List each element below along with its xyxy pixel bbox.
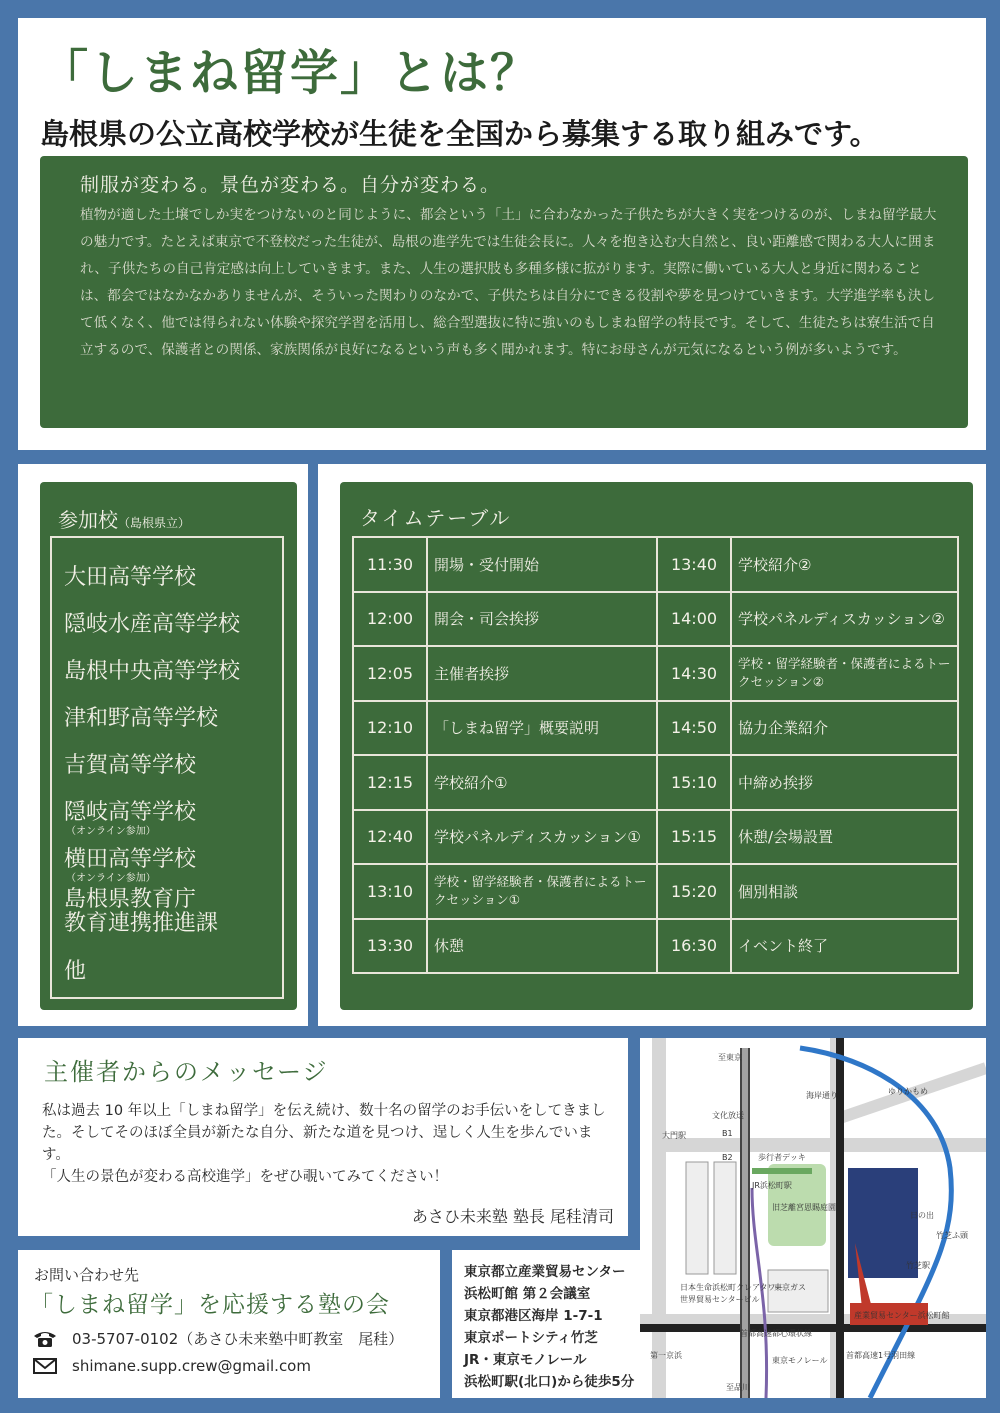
venue-line: 東京都立産業貿易センター [464,1264,626,1280]
map-label: 日本生命浜松町クレアタワー [680,1283,784,1292]
map-svg [640,1038,986,1398]
school-item: 島根県教育庁 教育連携推進課 [64,887,219,936]
table-row: 12:10 「しまね留学」概要説明 14:50 協力企業紹介 [353,701,958,756]
school-item: 津和野高等学校 [64,706,219,731]
mail-icon [32,1356,58,1376]
school-item: 隠岐高等学校 （オンライン参加） [64,800,197,837]
map-road [652,1038,666,1398]
message-body-1: 私は過去 10 年以上「しまね留学」を伝え続け、数十名の留学のお手伝いをしてきました。そしてそのほぼ全員が新たな自分、新たな道を見つけ、逞しく人生を歩んでいます。 [42,1103,606,1163]
map-label: 第一京浜 [650,1351,682,1360]
schools-heading-note: （島根県立） [118,516,191,530]
map-label: 海岸通り [806,1091,838,1100]
schools-heading [58,504,190,533]
school-note: （オンライン参加） [66,826,156,837]
map-label: 大門駅 [662,1131,686,1140]
school-note: （オンライン参加） [66,873,156,884]
school-item: 横田高等学校 （オンライン参加） [64,847,197,884]
venue-line: 東京ポートシティ竹芝 [464,1330,598,1346]
contact-panel [18,1250,440,1398]
intro-panel [18,18,986,450]
message-panel [18,1038,628,1236]
contact-email[interactable]: shimane.supp.crew@gmail.com [72,1357,311,1375]
schools-heading-text: 参加校 [58,508,118,532]
contact-phone-row [32,1328,403,1349]
table-row: 12:15 学校紹介① 15:10 中締め挨拶 [353,755,958,810]
intro-heading: 制服が変わる。景色が変わる。自分が変わる。 [80,174,501,196]
venue-line: 浜松町駅(北口)から徒歩5分 [464,1374,635,1390]
venue-line: 浜松町館 第２会議室 [464,1286,591,1302]
contact-email-row [32,1356,311,1376]
map-label: 歩行者デッキ [758,1153,806,1162]
map-label: 竹芝駅 [906,1261,930,1270]
table-row: 12:40 学校パネルディスカッション① 15:15 休憩/会場設置 [353,810,958,865]
table-row: 13:10 学校・留学経験者・保護者によるトークセッション① 15:20 個別相談 [353,864,958,919]
map-label: 首都高速1号羽田線 [846,1351,916,1360]
timetable-panel [318,464,986,1026]
intro-board [40,156,968,428]
table-row: 13:30 休憩 16:30 イベント終了 [353,919,958,974]
map-label: 至品川 [726,1383,750,1392]
access-map[interactable] [640,1038,986,1398]
table-row: 12:00 開会・司会挨拶 14:00 学校パネルディスカッション② [353,592,958,647]
contact-label: お問い合わせ先 [34,1266,140,1284]
map-label: 世界貿易センタービル [680,1295,760,1304]
map-label: 文化放送 [712,1111,744,1120]
timetable-table [352,536,959,974]
map-label: 東京ガス [774,1283,806,1292]
venue-panel [452,1250,644,1398]
contact-phone[interactable]: 03-5707-0102（あさひ未来塾中町教室 尾䅅） [72,1330,404,1348]
school-item: 吉賀高等学校 [64,753,197,778]
schools-board [40,482,297,1010]
table-row: 12:05 主催者挨拶 14:30 学校・留学経験者・保護者によるトークセッション② [353,646,958,701]
map-label: 産業貿易センター浜松町館 [854,1311,950,1320]
message-body-2: 「人生の景色が変わる高校進学」をぜひ覗いてみてください！ [42,1169,448,1185]
map-label: 首都高速都心環状線 [740,1329,812,1338]
map-label: 旧芝離宮恩賜庭園 [772,1203,836,1212]
phone-icon [32,1329,58,1349]
message-heading: 主催者からのメッセージ [44,1058,329,1086]
venue-line: JR・東京モノレール [464,1352,587,1368]
table-row: 11:30 開場・受付開始 13:40 学校紹介② [353,537,958,592]
map-expressway [640,1324,986,1332]
map-building [686,1162,708,1274]
venue-line: 東京都港区海岸 1-7-1 [464,1308,603,1324]
school-item: 大田高等学校 [64,565,197,590]
map-label: 竹芝ふ頭 [936,1231,968,1240]
message-signature: あさひ未来塾 塾長 尾䅅清司 [411,1207,614,1226]
map-building [714,1162,736,1274]
map-label: B2 [722,1153,733,1162]
timetable-heading: タイムテーブル [360,506,512,530]
page-title: 「しまね留学」とは？ [40,45,541,101]
map-road [652,1138,986,1152]
page-subtitle: 島根県の公立高校学校が生徒を全国から募集する取り組みです。 [40,117,879,151]
contact-org: 「しまね留学」を応援する塾の会 [30,1292,390,1318]
intro-body: 植物が適した土壌でしか実をつけないのと同じように、都会という「土」に合わなかった子供たちが大きく実をつけるのが、しまね留学最大の魅力です。たとえば東京で不登校だった生徒が、島根の進学先では生徒会長に。人々を抱き込む大自然と、良い距離感で関わる大人に囲まれ、子供たちの自己肯定感は向上していきます。また、人生の選択肢も多種多様に拡がります。実際に働いている大人と身近に関わることは、都会ではなかなかありませんが、そういった関わりのなかで、子供たちは自分にできる役割や夢を見つけていきます。大学進学率も決して低くなく、他では得られない体験や探究学習を活用し、総合型選抜に特に強いのもしまね留学の特長です。そして、生徒たちは寮生活で自立するので、保護者との関係、家族関係が良好になるという声も多く聞かれます。特にお母さんが元気になるという例が多いようです。 [80,207,937,358]
map-label: B1 [722,1129,733,1138]
school-item: 他 [64,959,87,984]
map-label: 至東京 [718,1053,742,1062]
map-label: 東京モノレール [772,1356,828,1365]
school-item: 隠岐水産高等学校 [64,612,241,637]
map-label: JR浜松町駅 [752,1181,792,1190]
map-label: ゆりかもめ [888,1087,928,1096]
timetable-board [340,482,973,1010]
map-label: 日の出 [910,1211,934,1220]
school-item: 島根中央高等学校 [64,659,241,684]
message-body [42,1100,614,1188]
schools-list [50,536,284,999]
schools-panel [18,464,308,1026]
